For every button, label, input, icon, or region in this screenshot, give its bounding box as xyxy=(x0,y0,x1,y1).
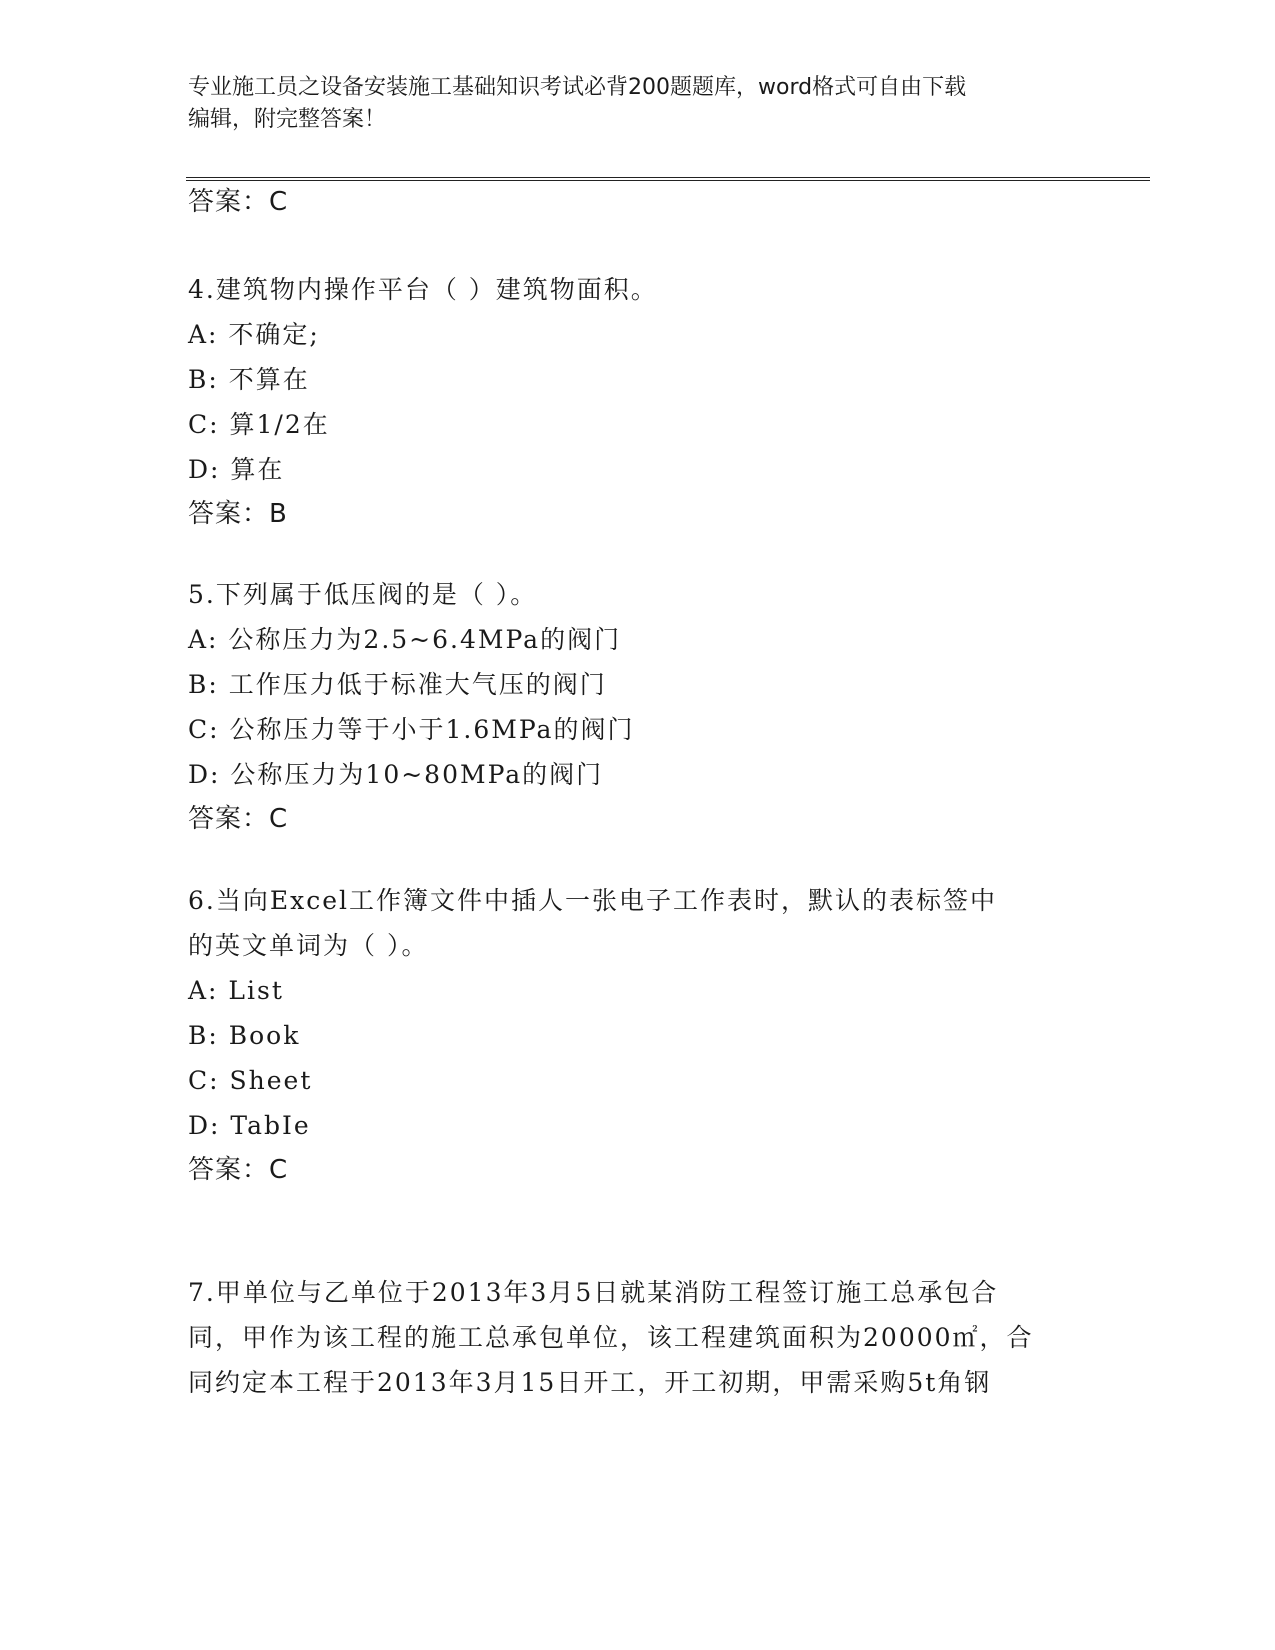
option-c: C: Sheet xyxy=(188,1066,313,1095)
header-line-1: 专业施工员之设备安装施工基础知识考试必背200题题库，word格式可自由下载 xyxy=(188,75,967,100)
option-d: D: TabIe xyxy=(188,1111,311,1140)
option-b: B: 不算在 xyxy=(188,365,310,394)
option-b: B: Book xyxy=(188,1021,301,1050)
question-5 xyxy=(188,572,1088,842)
question-stem-line-1: 7.甲单位与乙单位于2013年3月5日就某消防工程签订施工总承包合 xyxy=(188,1278,999,1307)
option-a: A: 不确定; xyxy=(188,320,320,349)
option-d: D: 公称压力为10~80MPa的阀门 xyxy=(188,760,604,789)
option-d: D: 算在 xyxy=(188,455,285,484)
option-c: C: 算1/2在 xyxy=(188,410,330,439)
answer-line: 答案：B xyxy=(188,499,288,529)
option-a: A: List xyxy=(188,976,284,1005)
question-7 xyxy=(188,1270,1088,1405)
question-stem-line-2: 的英文单词为（ ）。 xyxy=(188,931,429,960)
question-stem-line-1: 6.当向Excel工作簿文件中插人一张电子工作表时，默认的表标签中 xyxy=(188,886,997,915)
question-stem-line-3: 同约定本工程于2013年3月15日开工，开工初期，甲需采购5t角钢 xyxy=(188,1368,992,1397)
question-stem-line-2: 同，甲作为该工程的施工总承包单位，该工程建筑面积为20000㎡，合 xyxy=(188,1323,1034,1352)
option-a: A: 公称压力为2.5~6.4MPa的阀门 xyxy=(188,625,622,654)
answer-line: 答案：C xyxy=(188,1155,289,1185)
answer-line: 答案：C xyxy=(188,187,289,217)
question-stem: 4.建筑物内操作平台（ ）建筑物面积。 xyxy=(188,275,658,304)
option-c: C: 公称压力等于小于1.6MPa的阀门 xyxy=(188,715,635,744)
previous-answer-block xyxy=(188,180,1088,225)
question-stem: 5.下列属于低压阀的是（ ）。 xyxy=(188,580,538,609)
answer-line: 答案：C xyxy=(188,804,289,834)
page-header xyxy=(188,72,1068,136)
option-b: B: 工作压力低于标准大气压的阀门 xyxy=(188,670,607,699)
question-4 xyxy=(188,267,1088,537)
header-line-2: 编辑，附完整答案！ xyxy=(188,107,387,132)
question-6 xyxy=(188,878,1088,1193)
